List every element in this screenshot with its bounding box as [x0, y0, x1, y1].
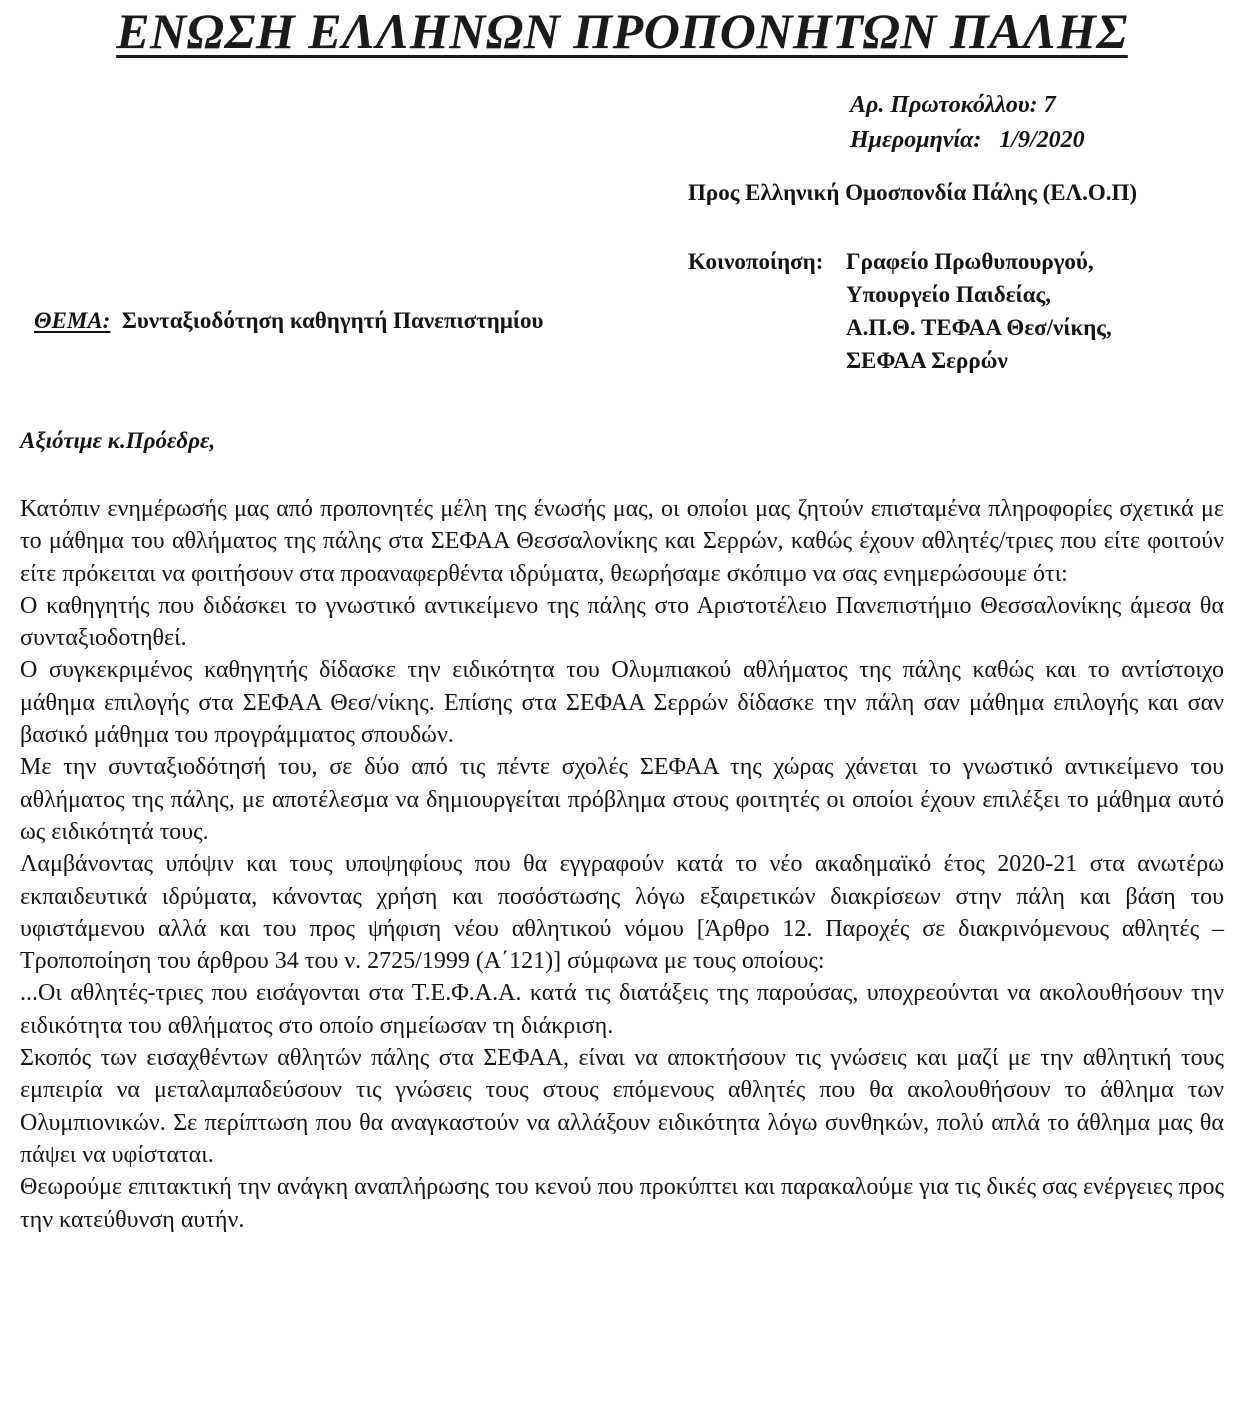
document-meta	[850, 88, 1085, 158]
greeting: Αξιότιμε κ.Πρόεδρε,	[20, 428, 216, 453]
cc-list	[846, 245, 1112, 377]
cc-label: Κοινοποίηση:	[688, 249, 824, 274]
subject-text: Συνταξιοδότηση καθηγητή Πανεπιστημίου	[121, 308, 544, 333]
recipient: Προς Ελληνική Ομοσπονδία Πάλης (ΕΛ.Ο.Π)	[688, 180, 1138, 205]
body-paragraph: ...Οι αθλητές-τριες που εισάγονται στα Τ.Ε.Φ.Α.Α. κατά τις διατάξεις της παρούσας, υποχρεούνται να ακολουθήσουν την ειδικότητα του αθλήματος στο οποίο σημείωσαν τη διάκριση.	[20, 980, 1224, 1039]
body-paragraph: Με την συνταξιοδότησή του, σε δύο από τις πέντε σχολές ΣΕΦΑΑ της χώρας χάνεται το γνωστικό αντικείμενο του αθλήματος της πάλης, με αποτέλεσμα να δημιουργείται πρόβλημα στους φοιτητές οι οποίοι έχουν επιλέξει το μάθημα αυτό ως ειδικότητά τους.	[20, 754, 1224, 845]
cc-item: Α.Π.Θ. ΤΕΦΑΑ Θεσ/νίκης,	[846, 315, 1112, 340]
subject-label: ΘΕΜΑ:	[34, 308, 111, 333]
body-paragraph: Κατόπιν ενημέρωσής μας από προπονητές μέλη της ένωσής μας, οι οποίοι μας ζητούν επισταμένα πληροφορίες σχετικά με το μάθημα του αθλήματος της πάλης στα ΣΕΦΑΑ Θεσσαλονίκης και Σερρών, καθώς έχουν αθλητές/τριες που είτε φοιτούν είτε πρόκειται να φοιτήσουν στα προαναφερθέντα ιδρύματα, θεωρήσαμε σκόπιμο να σας ενημερώσουμε ότι:	[20, 496, 1224, 587]
body-paragraph: Σκοπός των εισαχθέντων αθλητών πάλης στα ΣΕΦΑΑ, είναι να αποκτήσουν τις γνώσεις και μαζί με την αθλητική τους εμπειρία να μεταλαμπαδεύσουν τις γνώσεις τους στους επόμενους αθλητές που θα ακολουθήσουν το άθλημα των Ολυμπιονικών. Σε περίπτωση που θα αναγκαστούν να αλλάξουν ειδικότητα λόγω συνθηκών, πολύ απλά το άθλημα μας θα πάψει να υφίσταται.	[20, 1045, 1224, 1168]
cc-item: Γραφείο Πρωθυπουργού,	[846, 249, 1094, 274]
cc-item: Υπουργείο Παιδείας,	[846, 282, 1051, 307]
body-paragraph: Ο συγκεκριμένος καθηγητής δίδασκε την ειδικότητα του Ολυμπιακού αθλήματος της πάλης καθώς και το αντίστοιχο μάθημα επιλογής στα ΣΕΦΑΑ Θεσ/νίκης. Επίσης στα ΣΕΦΑΑ Σερρών δίδασκε την πάλη σαν μάθημα επιλογής και σαν βασικό μάθημα του προγράμματος σπουδών.	[20, 657, 1224, 749]
cc-item: ΣΕΦΑΑ Σερρών	[846, 348, 1008, 373]
organization-title: ΕΝΩΣΗ ΕΛΛΗΝΩΝ ΠΡΟΠΟΝΗΤΩΝ ΠΑΛΗΣ	[116, 3, 1128, 59]
document-date: Ημερομηνία: 1/9/2020	[850, 127, 1085, 153]
protocol-number: Αρ. Πρωτοκόλλου: 7	[850, 92, 1056, 118]
letter-body	[20, 493, 1224, 1236]
body-paragraph: Λαμβάνοντας υπόψιν και τους υποψηφίους που θα εγγραφούν κατά το νέο ακαδημαϊκό έτος 2020-21 στα ανωτέρω εκπαιδευτικά ιδρύματα, κάνοντας χρήση και ποσόστωσης λόγω εξαιρετικών διακρίσεων στην πάλη και βάση του υφιστάμενου αλλά και του προς ψήφιση νέου αθλητικού νόμου [Άρθρο 12. Παροχές σε διακρινόμενους αθλητές – Τροποποίηση του άρθρου 34 του ν. 2725/1999 (Α΄121)] σύμφωνα με τους οποίους:	[20, 851, 1224, 975]
body-paragraph: Ο καθηγητής που διδάσκει το γνωστικό αντικείμενο της πάλης στο Αριστοτέλειο Πανεπιστήμιο Θεσσαλονίκης άμεσα θα συνταξιοδοτηθεί.	[20, 592, 1224, 652]
subject-line	[34, 308, 543, 334]
body-paragraph: Θεωρούμε επιτακτική την ανάγκη αναπλήρωσης του κενού που προκύπτει και παρακαλούμε για τις δικές σας ενέργειες προς την κατεύθυνση αυτήν.	[20, 1174, 1224, 1233]
